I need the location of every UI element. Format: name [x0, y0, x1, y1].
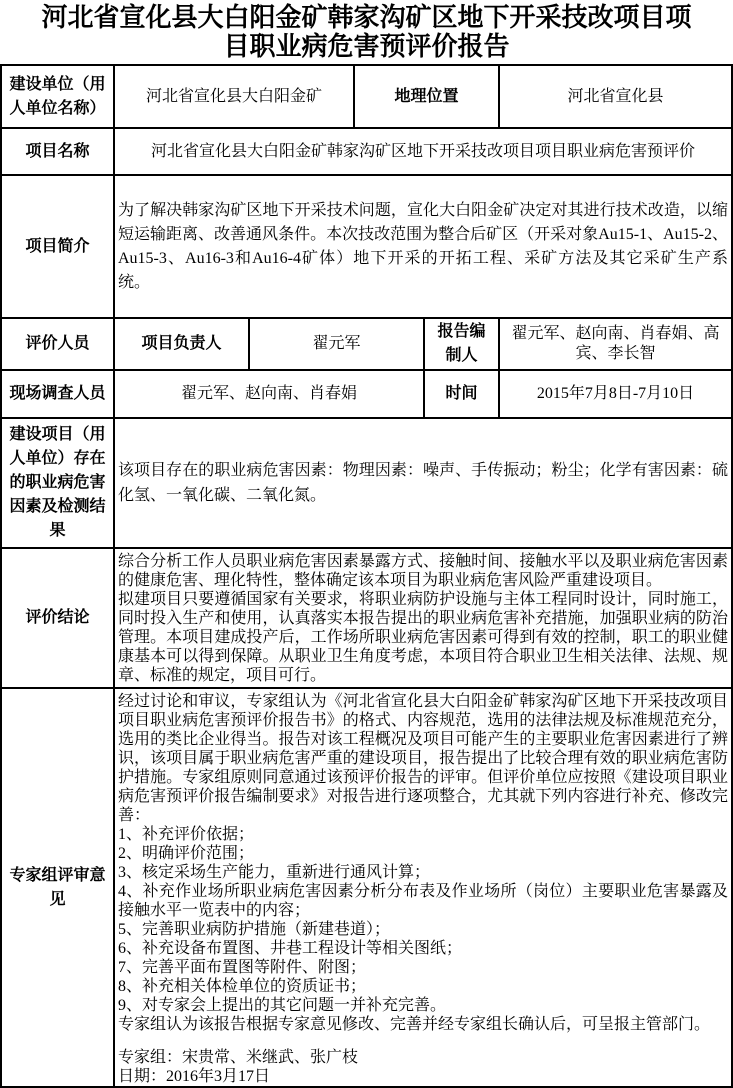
table-row-project-summary [2, 176, 731, 319]
cell-expert-review-value [115, 689, 731, 1086]
cell-construction-unit-value: 河北省宣化县大白阳金矿 [115, 66, 355, 127]
text-line: 7、完善平面布置图等附件、附图； [118, 959, 367, 976]
text-line: 1、补充评价依据； [118, 826, 255, 843]
cell-project-leader-value: 翟元军 [250, 319, 425, 369]
document-title: 河北省宣化县大白阳金矿韩家沟矿区地下开采技改项目项目职业病危害预评价报告 [41, 3, 692, 61]
cell-geographic-location-value: 河北省宣化县 [567, 87, 664, 105]
text-line: 8、补充相关体检单位的资质证书； [118, 978, 367, 995]
cell-project-summary-value: 为了解决韩家沟矿区地下开采技术问题，宣化大白阳金矿决定对其进行技术改造，以缩短运输距离、改善通风条件。本次技改范围为整合后矿区（开采对象Au15-1、Au15-2、Au15-3、Au16-3和Au16-4矿体）地下开采的开拓工程、采矿方法及其它采矿生产系统。 [118, 201, 728, 291]
cell-report-compilers-value: 翟元军、赵向南、肖春娟、高宾、李长智 [511, 325, 720, 362]
table-row-project-name [2, 129, 731, 176]
table-row-hazard-factors [2, 419, 731, 549]
report-table [0, 64, 733, 1088]
text-line: 5、完善职业病防护措施（新建巷道）； [118, 921, 391, 938]
row-label-report-compilers: 报告编制人 [425, 319, 500, 369]
expert-group-signature: 专家组：宋贵常、米继武、张广枝 [118, 1049, 359, 1066]
text-line: 4、补充作业场所职业病危害因素分析分布表及作业场所（岗位）主要职业危害暴露及接触水平一览表中的内容； [118, 883, 728, 919]
table-row-expert-review [2, 689, 731, 1086]
row-label-geographic-location: 地理位置 [355, 66, 500, 127]
row-label-project-summary: 项目简介 [2, 176, 115, 317]
text-line: 3、核定采场生产能力，重新进行通风计算； [118, 864, 431, 881]
cell-evaluation-conclusion-value [115, 549, 731, 687]
text-line: 6、补充设备布置图、井巷工程设计等相关图纸； [118, 940, 463, 957]
expert-review-closing: 专家组认为该报告根据专家意见修改、完善并经专家组长确认后，可呈报主管部门。 [118, 1016, 711, 1033]
table-row-evaluation-conclusion [2, 549, 731, 689]
text-line: 综合分析工作人员职业病危害因素暴露方式、接触时间、接触水平以及职业病危害因素的健康危害、理化特性，整体确定该本项目为职业病危害风险严重建设项目。 [118, 552, 728, 589]
table-row-construction-unit [2, 66, 731, 129]
row-label-expert-review: 专家组评审意见 [2, 689, 115, 1086]
row-label-project-name: 项目名称 [2, 129, 115, 174]
cell-project-leader-label: 项目负责人 [115, 319, 250, 369]
blank-line [118, 1034, 728, 1048]
text-line: 2、明确评价范围； [118, 845, 255, 862]
cell-site-investigators-value: 翟元军、赵向南、肖春娟 [115, 371, 425, 417]
row-label-site-investigators: 现场调查人员 [2, 371, 115, 417]
table-row-evaluators [2, 319, 731, 371]
row-label-hazard-factors: 建设项目（用人单位）存在的职业病危害因素及检测结果 [2, 419, 115, 547]
table-row-site-investigators [2, 371, 731, 419]
review-date: 日期：2016年3月17日 [118, 1068, 271, 1085]
row-label-evaluation-conclusion: 评价结论 [2, 549, 115, 687]
text-line: 拟建项目只要遵循国家有关要求，将职业病防护设施与主体工程同时设计，同时施工，同时投入生产和使用，认真落实本报告提出的职业病危害补充措施，加强职业病的防治管理。本项目建成投产后，工作场所职业病危害因素可得到有效的控制，职工的职业健康基本可以得到保障。从职业卫生角度考虑，本项目符合职业卫生相关法律、法规、规章、标准的规定，项目可行。 [118, 590, 728, 684]
cell-hazard-factors-value: 该项目存在的职业病危害因素：物理因素：噪声、手传振动；粉尘；化学有害因素：硫化氢、一氧化碳、二氧化氮。 [118, 462, 728, 504]
row-label-construction-unit: 建设单位（用人单位名称） [2, 66, 115, 127]
text-line: 9、对专家会上提出的其它问题一并补充完善。 [118, 997, 447, 1014]
expert-review-intro: 经过讨论和审议，专家组认为《河北省宣化县大白阳金矿韩家沟矿区地下开采技改项目项目职业病危害预评价报告书》的格式、内容规范，选用的法律法规及标准规范充分，选用的类比企业得当。报告对该工程概况及项目可能产生的主要职业危害因素进行了辨识，该项目属于职业病危害严重的建设项目，报告提出了比较合理有效的职业病危害防护措施。专家组原则同意通过该预评价报告的评审。但评价单位应按照《建设项目职业病危害预评价报告编制要求》对报告进行逐项整合，尤其就下列内容进行补充、修改完善： [118, 693, 728, 824]
row-label-time: 时间 [425, 371, 500, 417]
row-label-evaluators: 评价人员 [2, 319, 115, 369]
expert-review-item-list [118, 825, 728, 1015]
cell-project-name-value: 河北省宣化县大白阳金矿韩家沟矿区地下开采技改项目项目职业病危害预评价 [150, 142, 695, 160]
cell-time-value: 2015年7月8日-7月10日 [536, 385, 695, 402]
